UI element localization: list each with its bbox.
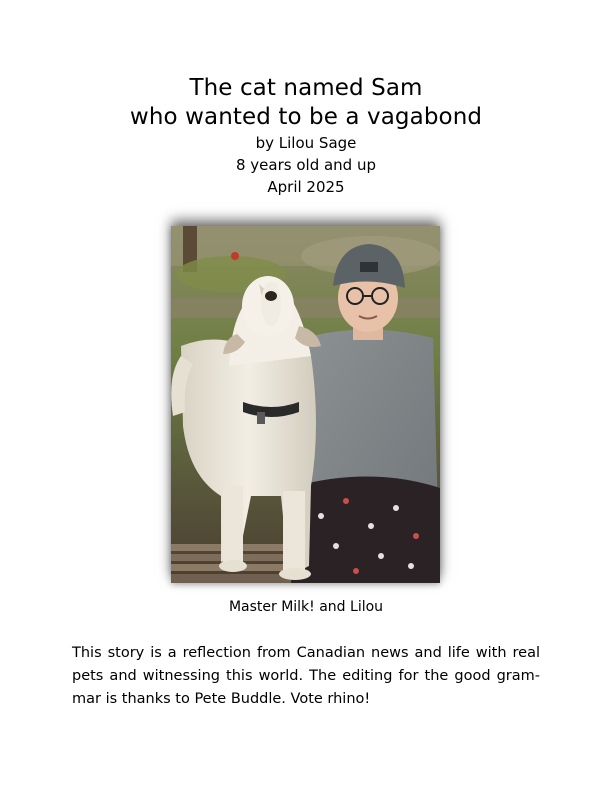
cover-photo xyxy=(171,226,440,583)
date-line: April 2025 xyxy=(267,178,345,196)
photo-caption: Master Milk! and Lilou xyxy=(228,599,384,615)
body-line-3: mar is thanks to Pete Buddle. Vote rhino! xyxy=(72,691,371,707)
body-line-1: This story is a reflection from Canadian news and life with real xyxy=(72,645,540,661)
title-block xyxy=(0,74,612,198)
age-line: 8 years old and up xyxy=(235,156,376,174)
body-line-2: pets and witnessing this world. The editing for the good gram- xyxy=(72,668,540,684)
title-line-2: who wanted to be a vagabond xyxy=(129,104,483,130)
cover-photo-illustration xyxy=(171,226,440,583)
body-paragraph xyxy=(72,642,540,711)
title-line-1: The cat named Sam xyxy=(189,75,423,101)
author-line: by Lilou Sage xyxy=(255,134,357,152)
